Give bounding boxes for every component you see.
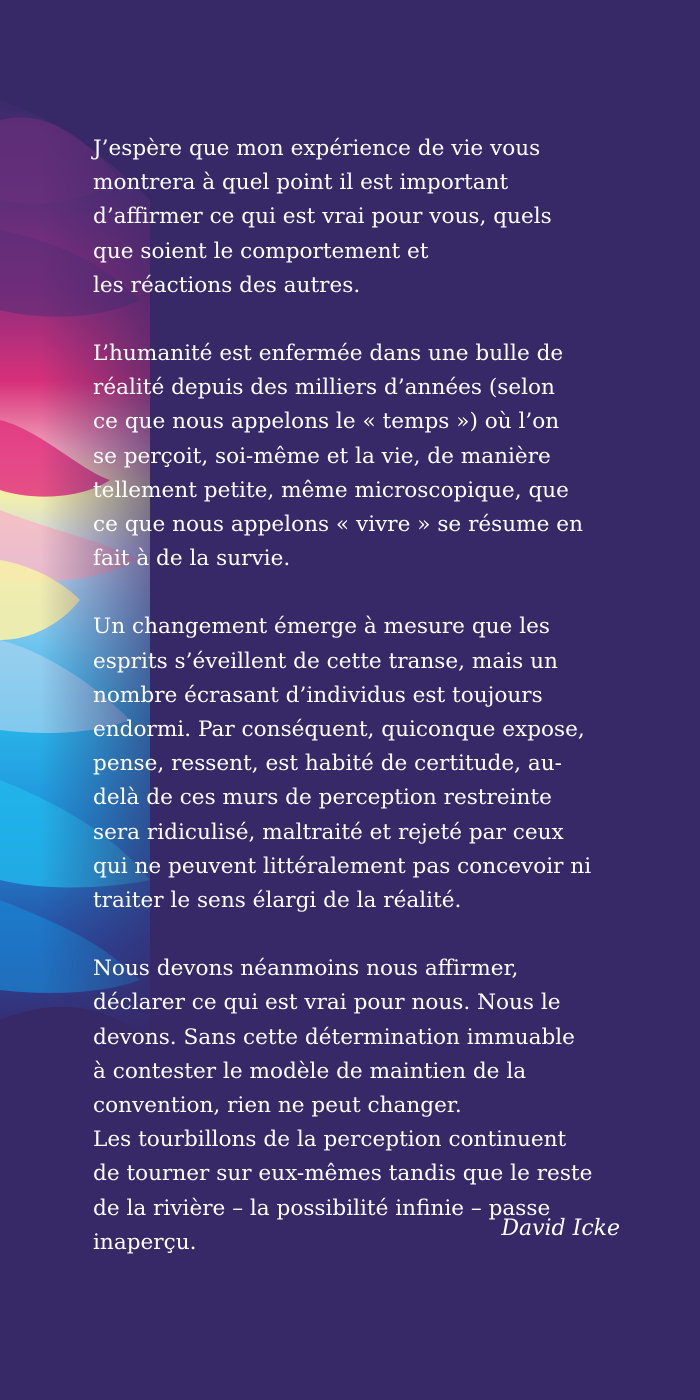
text-line: de la rivière – la possibilité infinie – passe [93,1195,551,1221]
text-line: que soient le comportement et [93,238,429,264]
paragraph-2 [93,337,633,576]
text-line: Nous devons néanmoins nous affirmer, [93,956,519,982]
text-line: ce que nous appelons « vivre » se résume en [93,512,583,538]
text-line: J’espère que mon expérience de vie vous [93,136,541,161]
text-line: à contester le modèle de maintien de la [93,1058,527,1084]
text-line: de tourner sur eux-mêmes tandis que le reste [93,1161,593,1187]
text-line: réalité depuis des milliers d’années (selon [93,375,555,401]
author-signature: David Icke [501,1216,620,1241]
text-line: esprits s’éveillent de cette transe, mais un [93,648,558,674]
text-line: tellement petite, même microscopique, que [93,477,569,503]
text-line: les réactions des autres. [93,272,361,298]
paragraph-3 [93,610,633,918]
paragraph-4 [93,952,633,1260]
text-line: endormi. Par conséquent, quiconque expose, [93,717,585,743]
text-line: qui ne peuvent littéralement pas concevoir ni [93,853,592,879]
quote-text [93,132,633,1260]
text-line: inaperçu. [93,1229,197,1255]
text-line: déclarer ce qui est vrai pour nous. Nous le [93,990,561,1016]
text-line: delà de ces murs de perception restreinte [93,785,552,811]
text-line: Les tourbillons de la perception continuent [93,1127,567,1153]
text-line: convention, rien ne peut changer. [93,1093,462,1119]
text-line: se perçoit, soi-même et la vie, de manière [93,443,551,469]
text-line: nombre écrasant d’individus est toujours [93,682,543,708]
paragraph-1 [93,132,633,303]
text-line: ce que nous appelons le « temps ») où l’on [93,409,560,435]
text-line: pense, ressent, est habité de certitude, au- [93,751,562,777]
text-line: Un changement émerge à mesure que les [93,614,550,640]
text-line: fait à de la survie. [93,546,291,572]
text-line: d’affirmer ce qui est vrai pour vous, quels [93,204,552,230]
text-line: sera ridiculisé, maltraité et rejeté par ceux [93,819,564,845]
text-line: traiter le sens élargi de la réalité. [93,888,462,914]
text-line: L’humanité est enfermée dans une bulle de [93,341,564,367]
text-line: montrera à quel point il est important [93,170,509,196]
text-line: devons. Sans cette détermination immuable [93,1024,575,1050]
